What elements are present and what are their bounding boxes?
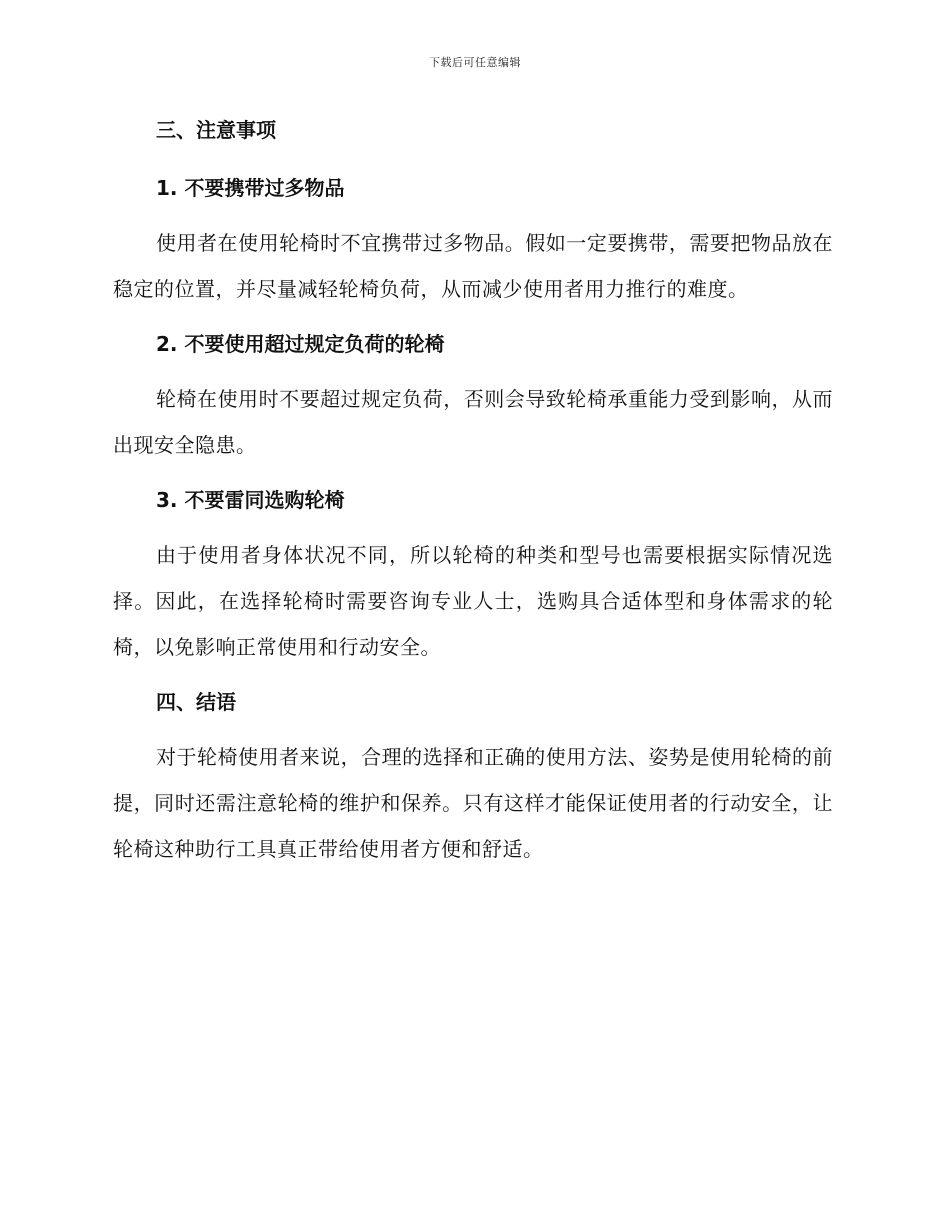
subheading-item-1: 1. 不要携带过多物品 <box>156 176 345 200</box>
section-heading-notes: 三、注意事项 <box>156 118 276 142</box>
section-heading-conclusion: 四、结语 <box>156 690 236 714</box>
spacer <box>113 720 833 734</box>
spacer <box>113 206 833 220</box>
header-note: 下载后可任意编辑 <box>429 56 521 69</box>
paragraph-conclusion: 对于轮椅使用者来说，合理的选择和正确的使用方法、姿势是使用轮椅的前提，同时还需注意轮椅的维护和保养。只有这样才能保证使用者的行动安全，让轮椅这种助行工具真正带给使用者方便和舒适。 <box>113 745 833 861</box>
subheading-item-2: 2. 不要使用超过规定负荷的轮椅 <box>156 332 445 356</box>
subheading-item-3: 3. 不要雷同选购轮椅 <box>156 488 345 512</box>
spacer <box>113 468 833 482</box>
spacer <box>113 670 833 684</box>
spacer <box>113 518 833 532</box>
paragraph-item-3: 由于使用者身体状况不同，所以轮椅的种类和型号也需要根据实际情况选择。因此，在选择轮椅时需要咨询专业人士，选购具合适体型和身体需求的轮椅，以免影响正常使用和行动安全。 <box>113 543 833 659</box>
paragraph-item-1: 使用者在使用轮椅时不宜携带过多物品。假如一定要携带，需要把物品放在稳定的位置，并尽量减轻轮椅负荷，从而减少使用者用力推行的难度。 <box>113 231 833 301</box>
spacer <box>113 362 833 376</box>
document-body <box>113 112 833 872</box>
paragraph-item-2: 轮椅在使用时不要超过规定负荷，否则会导致轮椅承重能力受到影响，从而出现安全隐患。 <box>113 387 833 457</box>
spacer <box>113 148 833 170</box>
spacer <box>113 312 833 326</box>
